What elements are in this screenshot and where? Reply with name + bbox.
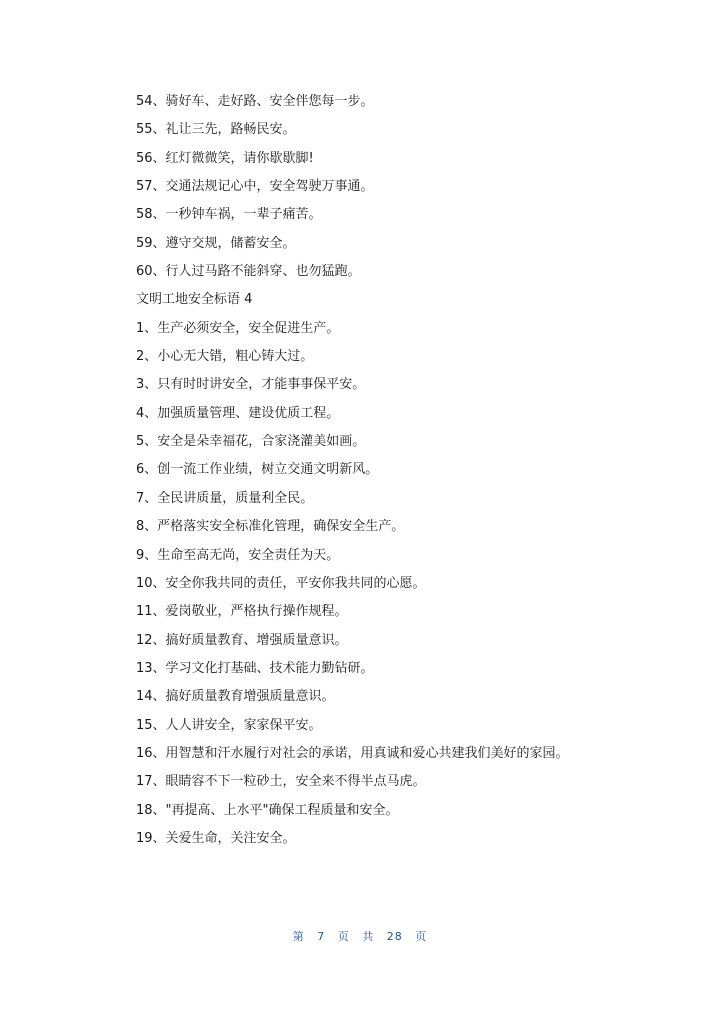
- list-item: 11、爱岗敬业，严格执行操作规程。: [136, 604, 348, 620]
- list-item: 4、加强质量管理、建设优质工程。: [136, 405, 340, 421]
- list-item: 2、小心无大错，粗心铸大过。: [136, 349, 314, 365]
- list-item: 56、红灯微微笑，请你歇歇脚!: [136, 150, 314, 166]
- footer-label: 第: [292, 930, 305, 943]
- list-item: 57、交通法规记心中，安全驾驶万事通。: [136, 179, 374, 195]
- section-heading: 文明工地安全标语 4: [136, 292, 253, 308]
- list-item: 16、用智慧和汗水履行对社会的承诺，用真诚和爱心共建我们美好的家园。: [136, 745, 569, 761]
- list-item: 54、骑好车、走好路、安全伴您每一步。: [136, 94, 374, 109]
- list-item: 12、搞好质量教育、增强质量意识。: [136, 632, 348, 648]
- footer-label: 共: [362, 930, 375, 943]
- footer-label: 页: [415, 930, 428, 943]
- list-item: 5、安全是朵幸福花，合家浇灌美如画。: [136, 434, 366, 450]
- list-item: 10、安全你我共同的责任，平安你我共同的心愿。: [136, 575, 426, 591]
- page-footer: [0, 928, 720, 944]
- list-item: 19、关爱生命，关注安全。: [136, 830, 296, 846]
- list-item: 9、生命至高无尚，安全责任为天。: [136, 547, 340, 563]
- list-item: 13、学习文化打基础、技术能力勤钻研。: [136, 660, 374, 676]
- footer-label: 页: [337, 930, 350, 943]
- total-pages-number: 28: [386, 930, 403, 943]
- list-item: 59、遵守交规，储蓄安全。: [136, 235, 296, 251]
- list-item: 14、搞好质量教育增强质量意识。: [136, 689, 335, 705]
- list-item: 55、礼让三先，路畅民安。: [136, 122, 296, 138]
- current-page-number: 7: [317, 930, 326, 943]
- list-item: 17、眼睛容不下一粒砂土，安全来不得半点马虎。: [136, 774, 426, 790]
- document-body: [110, 88, 590, 853]
- list-item: 8、严格落实安全标准化管理，确保安全生产。: [136, 519, 405, 535]
- list-item: 15、人人讲安全，家家保平安。: [136, 717, 322, 733]
- list-item: 18、"再提高、上水平"确保工程质量和安全。: [136, 802, 399, 818]
- list-item: 1、生产必须安全，安全促进生产。: [136, 320, 340, 336]
- list-item: 7、全民讲质量，质量利全民。: [136, 490, 314, 506]
- list-item: 58、一秒钟车祸，一辈子痛苦。: [136, 207, 322, 223]
- list-item: 3、只有时时讲安全，才能事事保平安。: [136, 377, 366, 393]
- list-item: 6、创一流工作业绩，树立交通文明新风。: [136, 462, 379, 478]
- list-item: 60、行人过马路不能斜穿、也勿猛跑。: [136, 264, 361, 280]
